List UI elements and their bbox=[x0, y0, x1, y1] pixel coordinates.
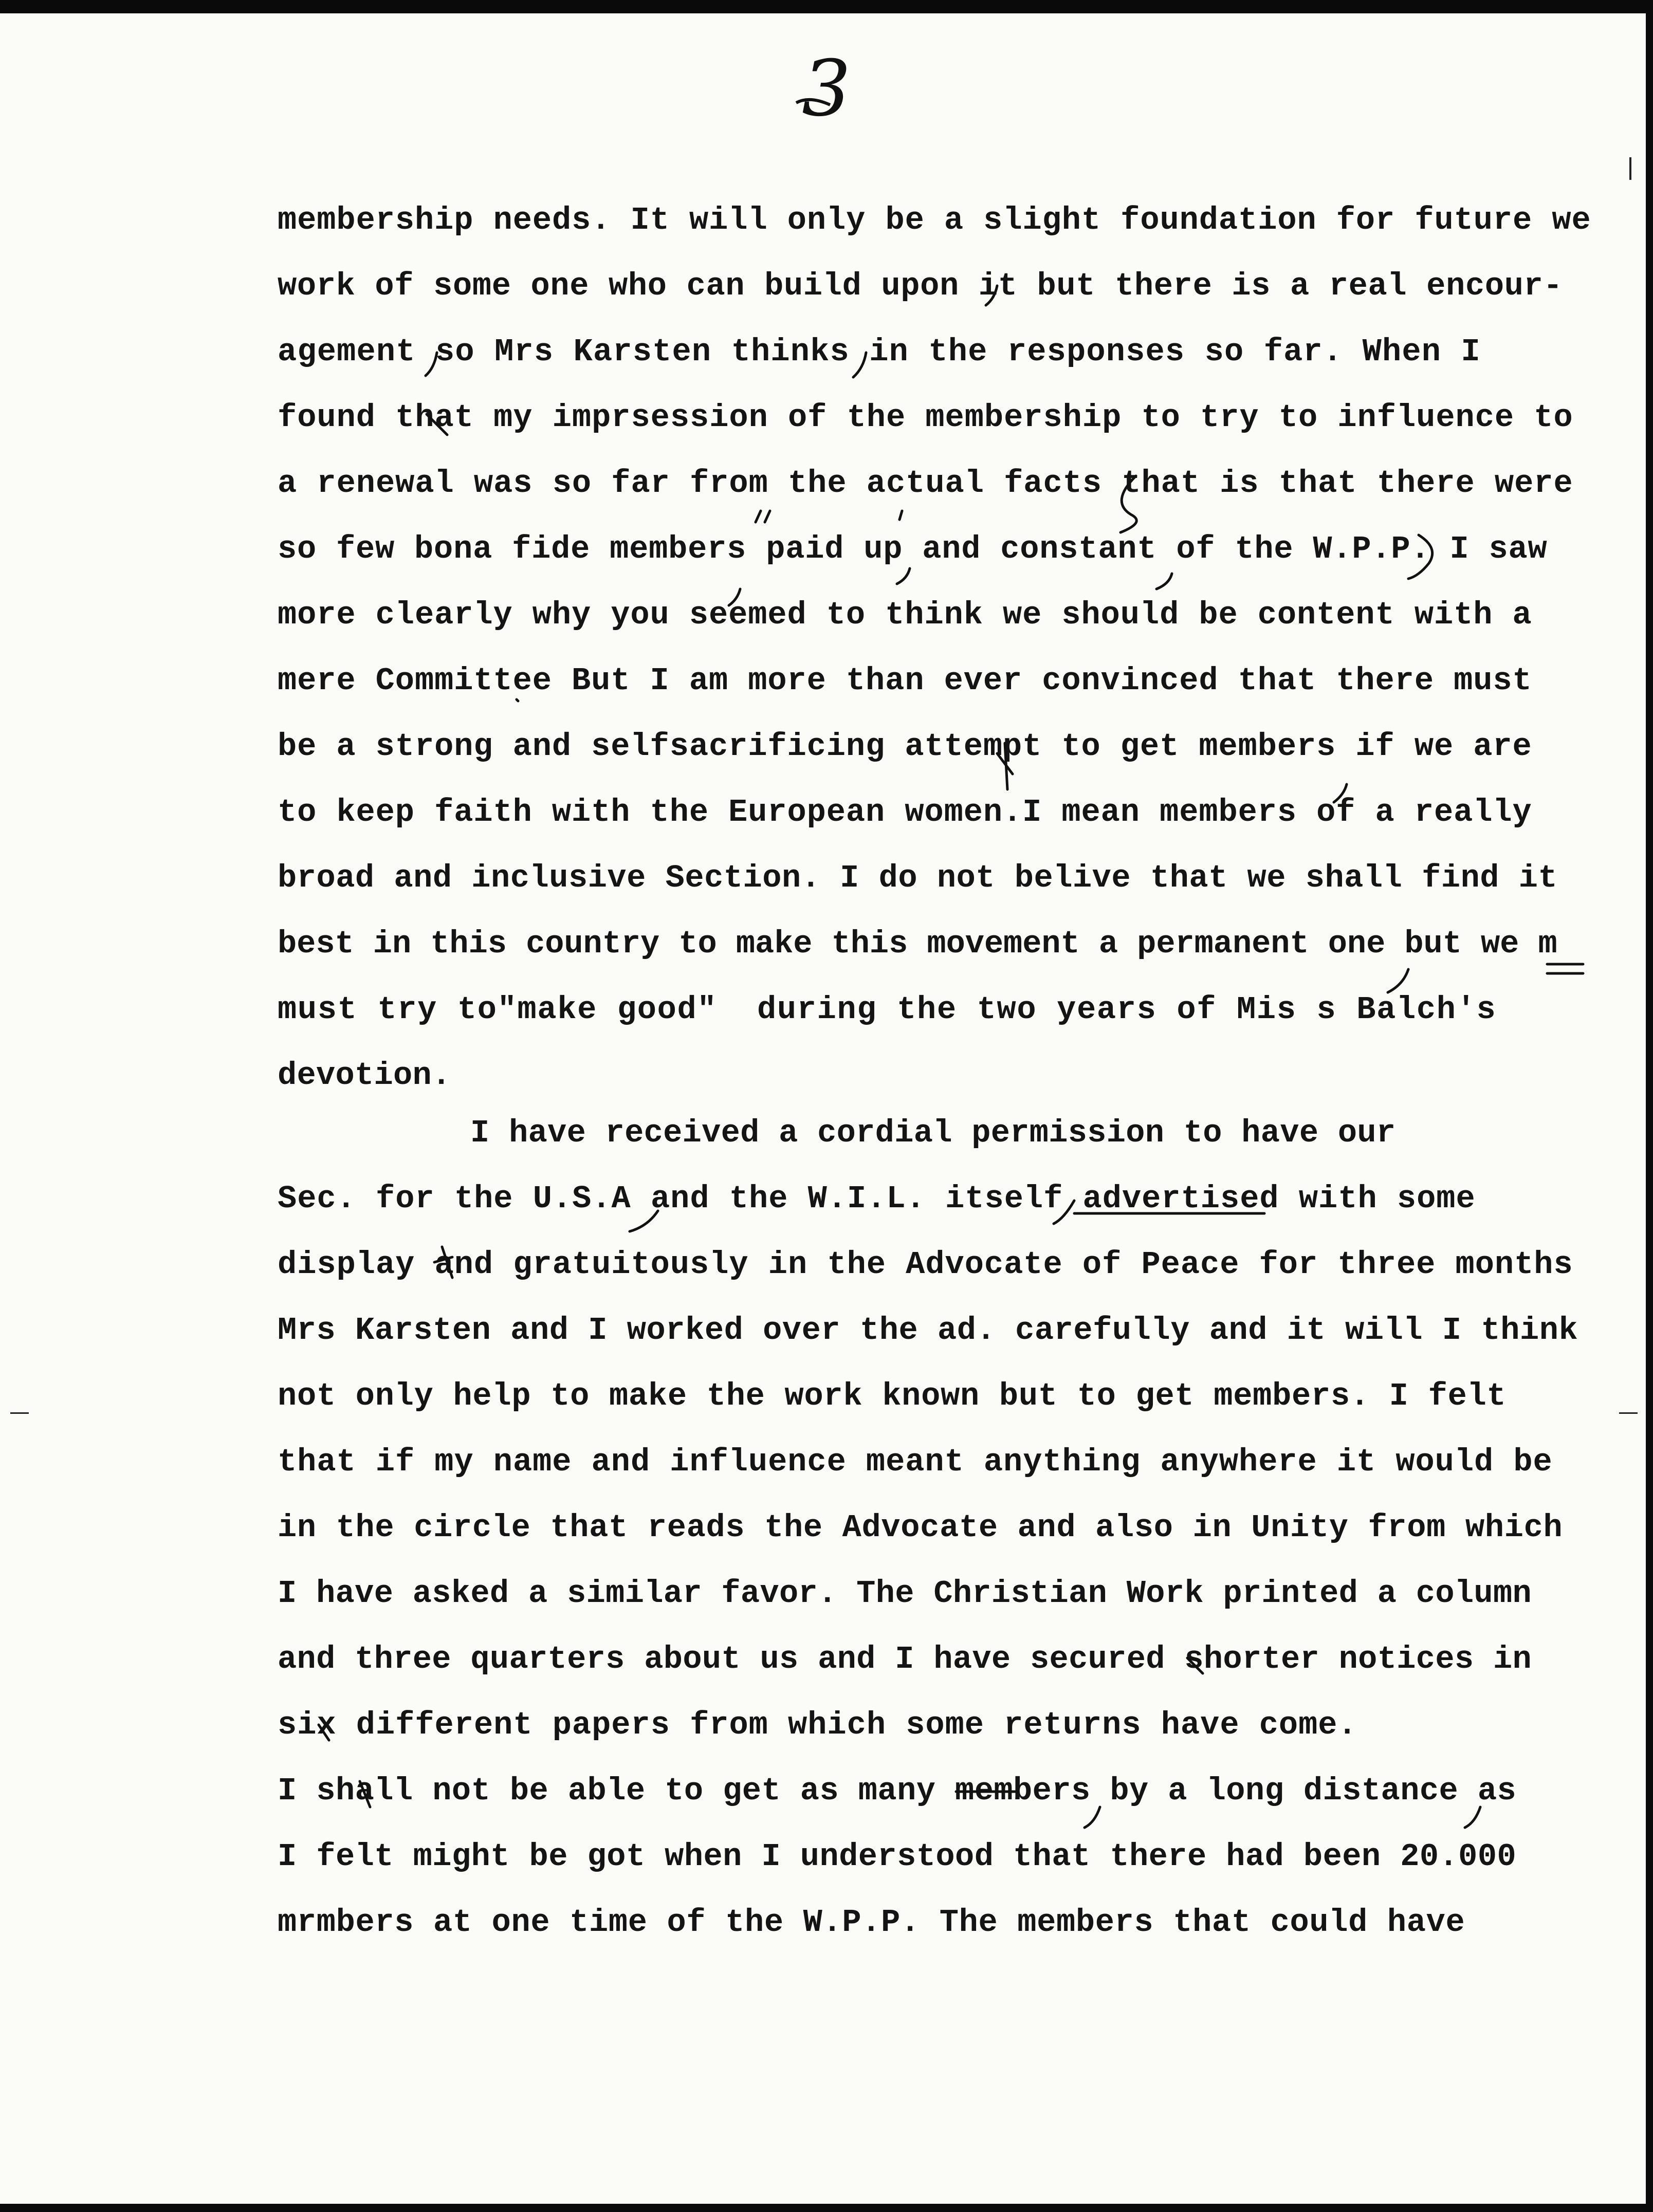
caret-mark bbox=[427, 414, 447, 435]
text-line: display and gratuitously in the Advocate of Peace for three months bbox=[278, 1246, 1573, 1283]
text-line: more clearly why you seemed to think we should be content with a bbox=[278, 597, 1532, 633]
comma-mark bbox=[630, 1211, 658, 1231]
comma-mark bbox=[1465, 1807, 1480, 1828]
document-page bbox=[0, 13, 1646, 2204]
text-line: Mrs Karsten and I worked over the ad. carefully and it will I think bbox=[278, 1312, 1578, 1349]
strike-mark bbox=[1187, 1658, 1203, 1673]
text-line: I shall not be able to get as many members by a long distance as bbox=[278, 1773, 1517, 1809]
page-number: 3 bbox=[802, 44, 851, 134]
text-line: membership needs. It will only be a slight foundation for future we bbox=[278, 202, 1591, 238]
margin-tick bbox=[1619, 1412, 1638, 1414]
comma-mark bbox=[986, 286, 997, 305]
text-line: devotion. bbox=[278, 1057, 451, 1094]
strike-mark bbox=[360, 1781, 370, 1807]
text-line: work of some one who can build upon it but there is a real encour- bbox=[278, 268, 1563, 304]
strike-mark bbox=[997, 743, 1013, 789]
text-line: I felt might be got when I understood that there had been 20.000 bbox=[278, 1838, 1517, 1875]
comma-mark bbox=[1085, 1807, 1100, 1828]
text-line: I have received a cordial permission to have our bbox=[278, 1115, 1396, 1151]
margin-tick bbox=[1629, 157, 1631, 180]
comma-mark bbox=[897, 568, 910, 584]
text-line: in the circle that reads the Advocate and also in Unity from which bbox=[278, 1509, 1563, 1546]
strike-mark bbox=[1547, 964, 1583, 973]
text-line: be a strong and selfsacrificing attempt to get members if we are bbox=[278, 728, 1532, 765]
comma-mark bbox=[899, 511, 902, 520]
text-line: Sec. for the U.S.A and the W.I.L. itself advertised with some bbox=[278, 1181, 1476, 1217]
comma-mark bbox=[1156, 574, 1172, 589]
text-line: found that my imprsession of the membership to try to influence to bbox=[278, 399, 1573, 436]
text-line: not only help to make the work known but to get members. I felt bbox=[278, 1378, 1507, 1414]
dot-mark bbox=[517, 699, 518, 701]
bracket-mark bbox=[1121, 476, 1136, 532]
text-line: six different papers from which some returns have come. bbox=[278, 1707, 1357, 1743]
text-line: and three quarters about us and I have secured shorter notices in bbox=[278, 1641, 1532, 1678]
strike-mark bbox=[434, 1247, 452, 1278]
handwritten-corrections bbox=[0, 13, 1646, 2204]
comma-mark bbox=[1388, 969, 1408, 992]
comma-mark bbox=[1334, 784, 1347, 802]
text-line: to keep faith with the European women.I mean members of a really bbox=[278, 794, 1532, 831]
text-line: a renewal was so far from the actual facts that is that there were bbox=[278, 465, 1573, 502]
comma-mark bbox=[729, 589, 740, 605]
text-line: best in this country to make this movement a permanent one but we m bbox=[278, 926, 1557, 962]
strike-mark bbox=[319, 1725, 329, 1740]
quote-mark bbox=[756, 511, 770, 522]
text-line: I have asked a similar favor. The Christian Work printed a column bbox=[278, 1575, 1532, 1612]
comma-mark bbox=[426, 353, 437, 376]
text-line: that if my name and influence meant anything anywhere it would be bbox=[278, 1444, 1553, 1480]
text-line: mrmbers at one time of the W.P.P. The members that could have bbox=[278, 1904, 1465, 1941]
comma-mark bbox=[853, 353, 866, 377]
text-line: so few bona fide members paid up and constant of the W.P.P. I saw bbox=[278, 531, 1548, 567]
comma-mark bbox=[1054, 1201, 1074, 1224]
text-line: broad and inclusive Section. I do not belive that we shall find it bbox=[278, 860, 1558, 896]
text-line: must try to"make good" during the two years of Mis s Balch's bbox=[278, 991, 1497, 1028]
margin-tick bbox=[10, 1412, 29, 1414]
text-line: mere Committee But I am more than ever convinced that there must bbox=[278, 662, 1532, 699]
bracket-mark bbox=[1408, 535, 1432, 579]
text-line: agement so Mrs Karsten thinks in the responses so far. When I bbox=[278, 334, 1481, 370]
